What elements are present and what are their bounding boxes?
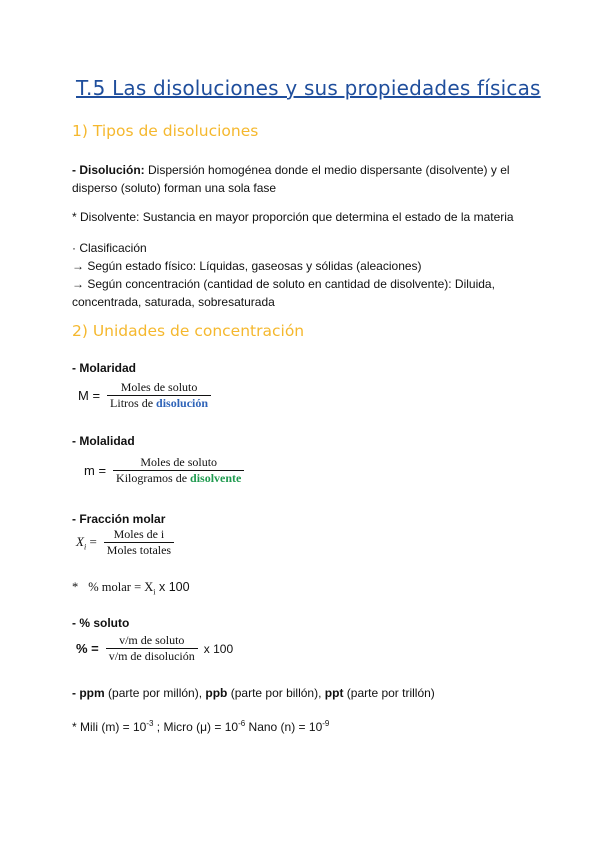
molalidad-den-text: Kilogramos de [116,471,191,485]
molaridad-fraction [107,380,211,411]
ppm-desc: (parte por millón), [104,686,206,700]
fraccion-fraction [104,527,174,558]
molalidad-denominator [113,471,244,486]
molaridad-den-highlight: disolución [156,396,209,410]
concentracion-line1: → Según concentración (cantidad de soluto en cantidad de disolvente): Diluida, [72,277,495,291]
ppt-desc: (parte por trillón) [343,686,435,700]
molaridad-formula [78,380,211,411]
micro-text: ; Micro (μ) = 10 [153,720,239,734]
molaridad-label: - Molaridad [72,361,137,375]
soluto-percent-label: - % soluto [72,616,130,630]
fraccion-molar-label: - Fracción molar [72,512,166,526]
disolucion-term: - Disolución: [72,163,145,177]
fraccion-lhs-symbol: X [76,533,84,549]
molalidad-fraction [113,455,244,486]
ppt-term: ppt [324,686,344,700]
molalidad-lhs: m = [84,463,107,478]
fraccion-lhs [76,534,97,552]
ppm-dash: - [72,686,80,700]
molalidad-den-highlight: disolvente [190,471,242,485]
molalidad-numerator: Moles de soluto [113,455,244,471]
page-title: T.5 Las disoluciones y sus propiedades físicas [76,76,541,100]
soluto-lhs: % = [76,641,99,656]
ppb-desc: (parte por billón), [227,686,325,700]
molar-percent-line [72,580,190,597]
ppm-term: ppm [79,686,105,700]
molaridad-den-text: Litros de [110,396,157,410]
estado-fisico-line: → Según estado físico: Líquidas, gaseosas y sólidas (aleaciones) [72,259,422,273]
nano-exp: -9 [322,719,330,728]
section-heading-tipos: 1) Tipos de disoluciones [72,122,259,140]
fraccion-molar-formula [76,527,174,558]
disolucion-def-line2: disperso (soluto) forman una sola fase [72,181,277,195]
section-heading-unidades: 2) Unidades de concentración [72,322,305,340]
soluto-denominator: v/m de disolución [108,649,195,663]
soluto-percent-formula [76,633,233,664]
fraccion-numerator: Moles de i [104,527,174,543]
clasificacion-label: · Clasificación [72,241,147,255]
ppb-term: ppb [205,686,228,700]
molaridad-lhs: M = [78,388,101,403]
disolvente-line: * Disolvente: Sustancia en mayor proporción que determina el estado de la materia [72,210,514,224]
molar-percent-star: * [72,580,79,594]
fraccion-denominator: Moles totales [106,543,172,557]
ppm-line [72,684,435,702]
mili-text: * Mili (m) = 10 [72,720,147,734]
molar-percent-text-b: x 100 [155,580,190,594]
molar-percent-text-a: % molar = X [88,580,154,594]
prefixes-line [72,715,329,736]
soluto-fraction [106,633,198,664]
molaridad-numerator: Moles de soluto [107,380,211,396]
fraccion-lhs-sub: i [83,542,87,552]
disolucion-def-line1: Dispersión homogénea donde el medio dispersante (disolvente) y el [144,163,510,177]
concentracion-line2: concentrada, saturada, sobresaturada [72,295,275,309]
fraccion-lhs-eq: = [86,533,97,549]
molalidad-label: - Molalidad [72,434,135,448]
molar-percent-sub: i [153,587,156,597]
nano-text: Nano (n) = 10 [245,720,323,734]
soluto-tail: x 100 [203,641,234,656]
disolucion-definition [72,161,510,197]
soluto-numerator: v/m de soluto [106,633,198,649]
clasificacion-block [72,239,495,311]
molaridad-denominator [107,396,211,411]
molalidad-formula [84,455,244,486]
mili-exp: -3 [146,719,154,728]
micro-exp: -6 [238,719,246,728]
